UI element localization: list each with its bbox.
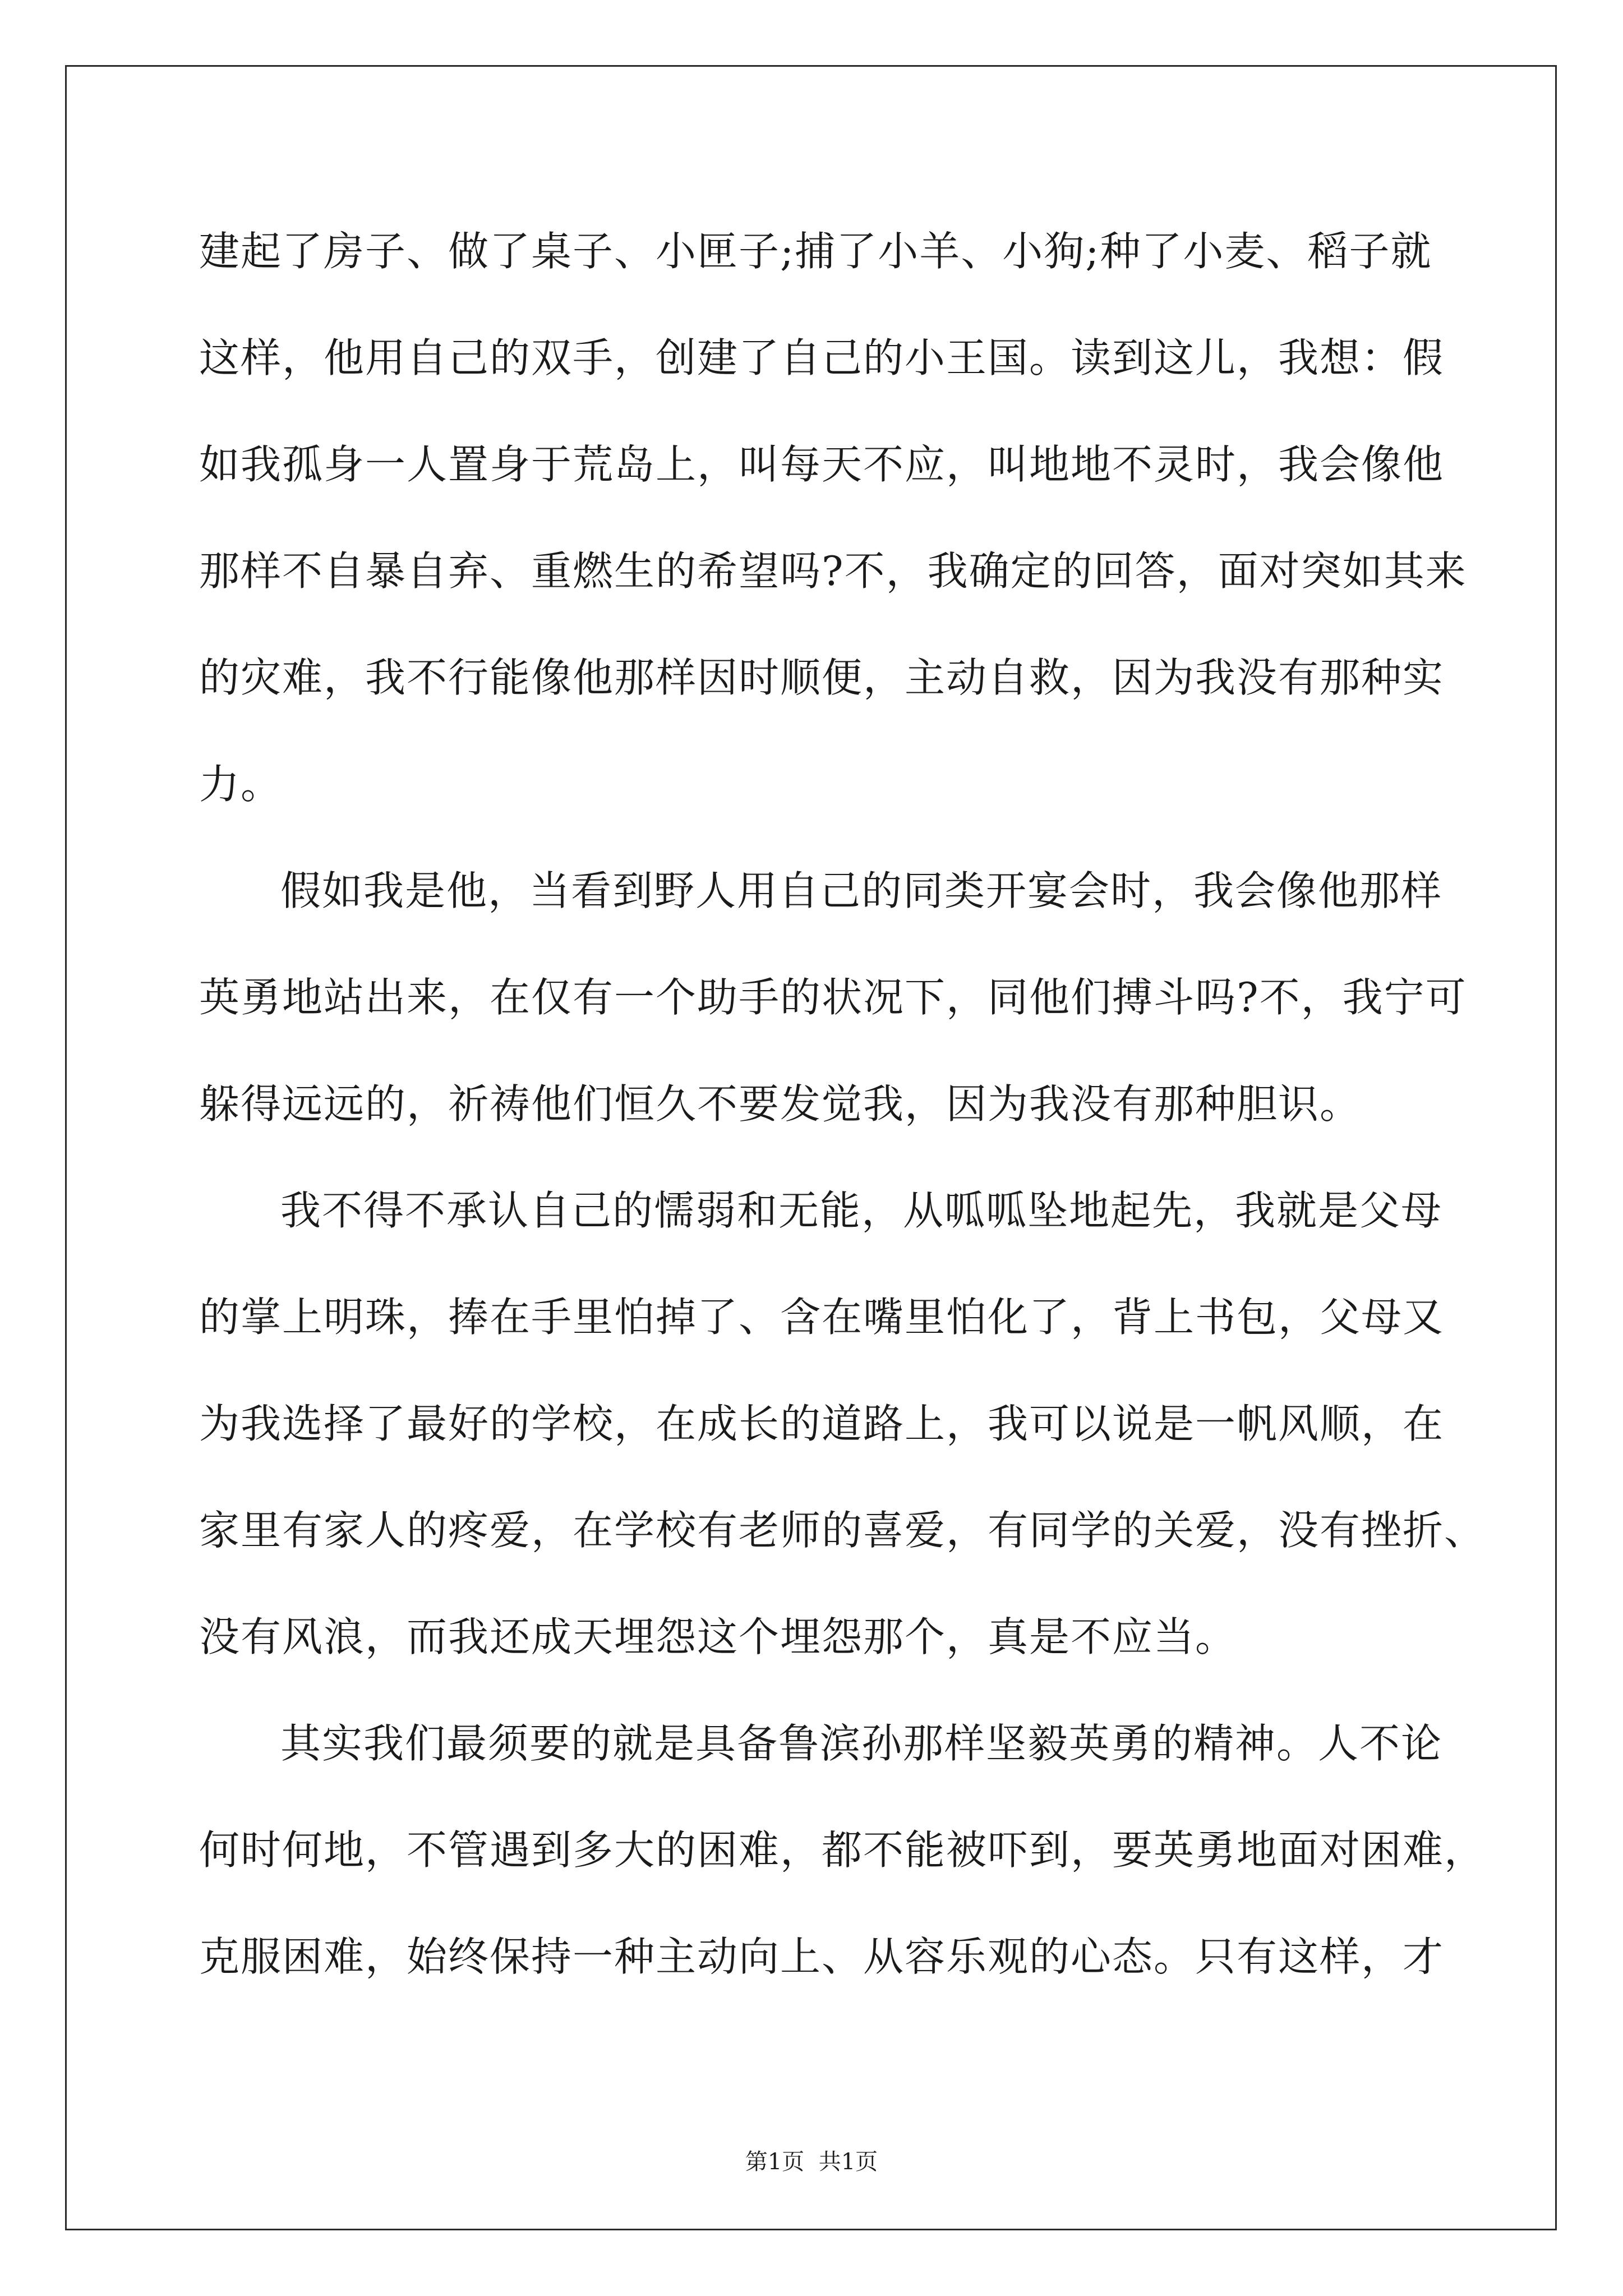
page-frame — [65, 65, 1557, 2230]
text-line: 的灾难，我不行能像他那样因时顺便，主动自救，因为我没有那种实 — [199, 654, 1445, 701]
text-line: 如我孤身一人置身于荒岛上，叫每天不应，叫地地不灵时，我会像他 — [199, 441, 1445, 488]
text-line: 躲得远远的，祈祷他们恒久不要发觉我，因为我没有那种胆识。 — [199, 1080, 1362, 1128]
text-line: 其实我们最须要的就是具备鲁滨孙那样坚毅英勇的精神。人不论 — [280, 1720, 1443, 1767]
text-line: 假如我是他，当看到野人用自己的同类开宴会时，我会像他那样 — [280, 867, 1443, 914]
text-line: 那样不自暴自弃、重燃生的希望吗?不，我确定的回答，面对突如其来 — [199, 547, 1467, 595]
text-line: 克服困难，始终保持一种主动向上、从容乐观的心态。只有这样，才 — [199, 1933, 1445, 1980]
page-number-footer: 第1页 共1页 — [745, 2149, 878, 2175]
text-line: 力。 — [199, 761, 283, 808]
text-line: 我不得不承认自己的懦弱和无能，从呱呱坠地起先，我就是父母 — [280, 1187, 1443, 1234]
text-line: 何时何地，不管遇到多大的困难，都不能被吓到，要英勇地面对困难， — [199, 1826, 1486, 1874]
text-line: 没有风浪，而我还成天埋怨这个埋怨那个，真是不应当。 — [199, 1613, 1237, 1660]
text-line: 英勇地站出来，在仅有一个助手的状况下，同他们搏斗吗?不，我宁可 — [199, 974, 1467, 1021]
text-line: 为我选择了最好的学校，在成长的道路上，我可以说是一帆风顺，在 — [199, 1400, 1445, 1447]
text-line: 的掌上明珠，捧在手里怕掉了、含在嘴里怕化了，背上书包，父母又 — [199, 1294, 1445, 1341]
text-line: 这样，他用自己的双手，创建了自己的小王国。读到这儿，我想：假 — [199, 334, 1445, 381]
text-line: 家里有家人的疼爱，在学校有老师的喜爱，有同学的关爱，没有挫折、 — [199, 1507, 1486, 1554]
text-line: 建起了房子、做了桌子、小匣子;捕了小羊、小狗;种了小麦、稻子就 — [199, 228, 1432, 275]
